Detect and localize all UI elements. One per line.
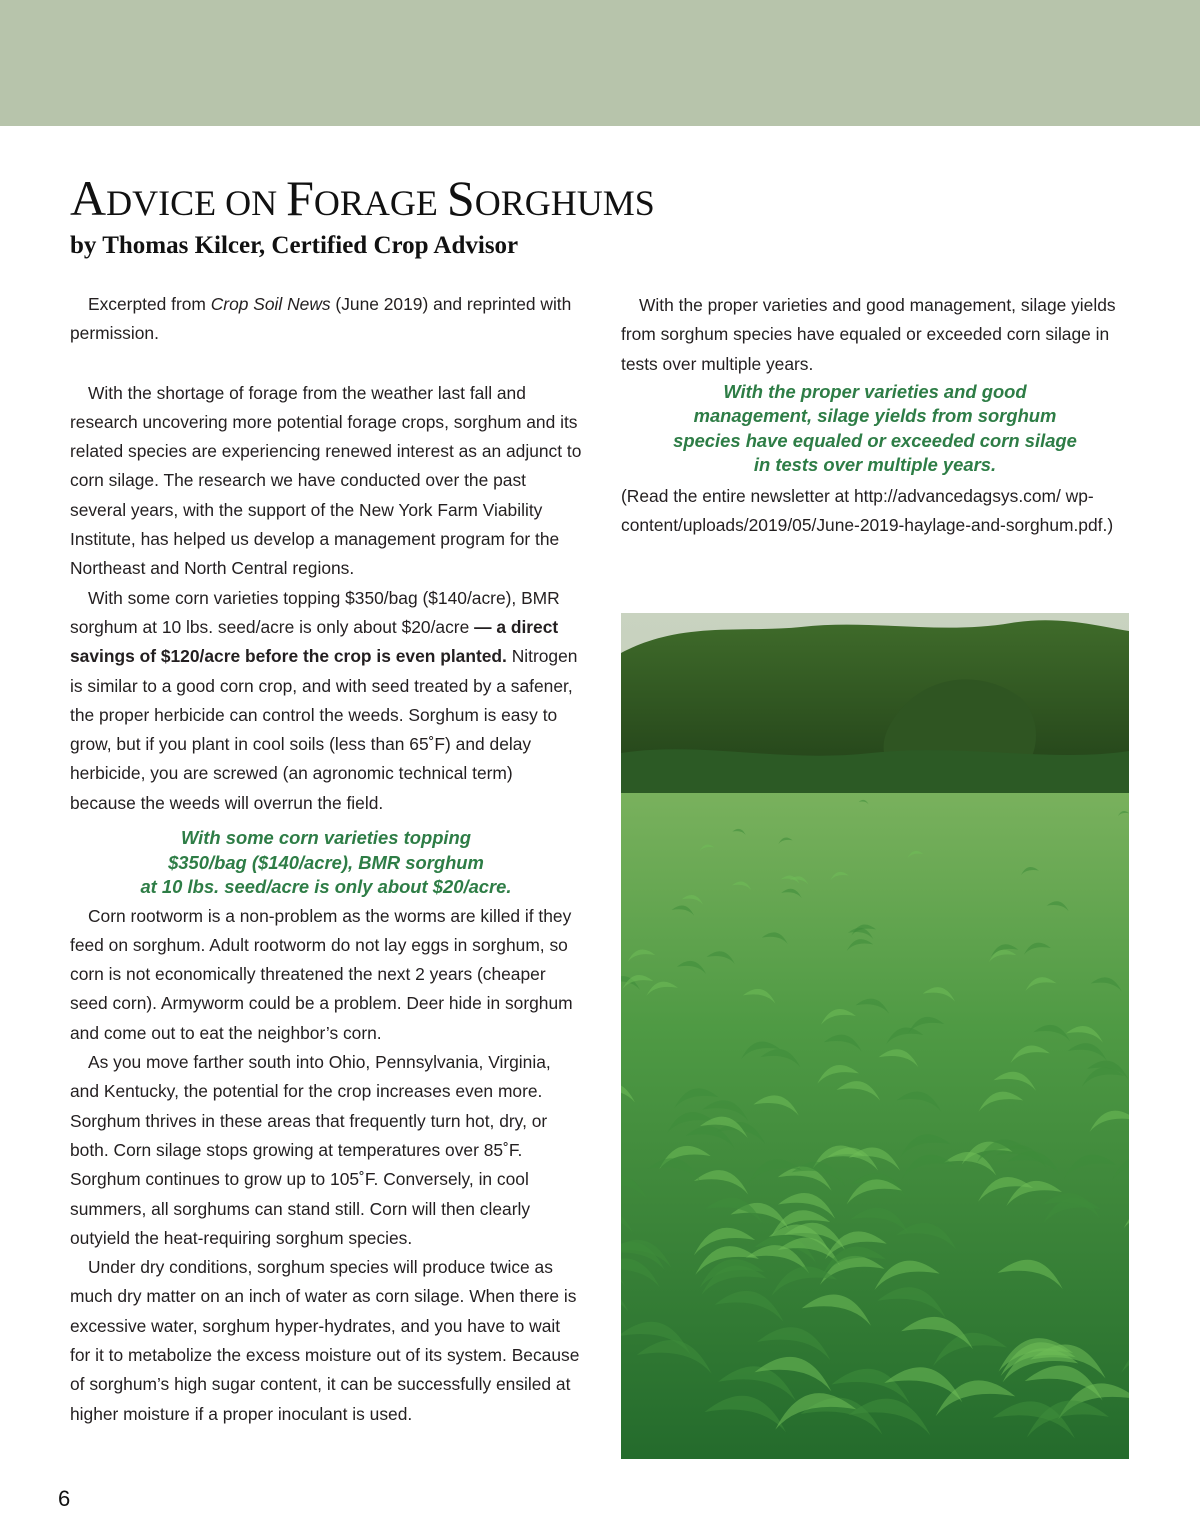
- article-byline: by Thomas Kilcer, Certified Crop Advisor: [70, 232, 519, 259]
- pull-quote-left: [70, 818, 582, 902]
- pull-quote-right: [621, 379, 1129, 482]
- header-band: [0, 0, 1200, 126]
- body-paragraph-4: As you move farther south into Ohio, Pennsylvania, Virginia, and Kentucky, the potential for the crop increases even more. Sorghum thrives in these areas that frequently turn hot, dry, or both. Corn silage stops growing at temperatures over 85˚F. Sorghum continues to grow up to 105˚F. Conversely, in cool summers, all sorghums can stand still. Corn will then clearly outyield the heat-requiring sorghum species.: [70, 1052, 551, 1248]
- sorghum-field-photo: [621, 613, 1129, 1459]
- pull-quote-line: $350/bag ($140/acre), BMR sorghum: [168, 851, 484, 873]
- newsletter-source: (Read the entire newsletter at http://advancedagsys.com/ wp-content/uploads/2019/05/June-2019-haylage-and-sorghum.pdf.): [621, 485, 1114, 536]
- savings-highlight: — a direct savings of $120/acre before the crop is even planted.: [70, 616, 559, 667]
- left-column: [70, 290, 582, 1429]
- pull-quote-line: at 10 lbs. seed/acre is only about $20/acre.: [140, 876, 512, 898]
- pull-quote-line: in tests over multiple years.: [753, 454, 997, 476]
- pull-quote-line: management, silage yields from sorghum: [693, 405, 1057, 427]
- pull-quote-line: With some corn varieties topping: [180, 827, 472, 849]
- body-paragraph-2: With some corn varieties topping $350/bag ($140/acre), BMR sorghum at 10 lbs. seed/acre is only about $20/acre — a direct savings of $120/acre before the crop is even planted. Nitrogen is similar to a good corn crop, and with seed treated by a safener, the proper herbicide can control the weeds. Sorghum is easy to grow, but if you plant in cool soils (less than 65˚F) and delay herbicide, you are screwed (an agronomic technical term) because the weeds will overrun the field.: [70, 587, 578, 813]
- body-paragraph-3: Corn rootworm is a non-problem as the worms are killed if they feed on sorghum. Adult rootworm do not lay eggs in sorghum, so corn is not economically threatened the next 2 years (cheaper seed corn). Armyworm could be a problem. Deer hide in sorghum and come out to eat the neighbor’s corn.: [70, 905, 573, 1043]
- body-paragraph-1: With the shortage of forage from the weather last fall and research uncovering more potential forage crops, sorghum and its related species are experiencing renewed interest as an adjunct to corn silage. The research we have conducted over the past several years, with the support of the New York Farm Viability Institute, has helped us develop a management program for the Northeast and North Central regions.: [70, 382, 582, 579]
- body-paragraph-5: Under dry conditions, sorghum species will produce twice as much dry matter on an inch of water as corn silage. When there is excessive water, sorghum hyper-hydrates, and you have to wait for it to metabolize the excess moisture out of its system. Because of sorghum’s high sugar content, it can be successfully ensiled at higher moisture if a proper inoculant is used.: [70, 1257, 580, 1424]
- pull-quote-line: With the proper varieties and good: [723, 380, 1027, 402]
- source-publication: Crop Soil News: [210, 294, 331, 314]
- paragraph-spacer: [70, 349, 582, 379]
- right-paragraph-1: With the proper varieties and good management, silage yields from sorghum species have equaled or exceeded corn silage in tests over multiple years.: [621, 295, 1116, 374]
- pull-quote-line: species have equaled or exceeded corn silage: [673, 429, 1077, 451]
- right-column: [621, 291, 1129, 540]
- article-title: ADVICE ON FORAGE SORGHUMS: [70, 170, 655, 226]
- intro-paragraph: Excerpted from Crop Soil News (June 2019) and reprinted with permission.: [70, 294, 572, 344]
- page-number: 6: [58, 1486, 71, 1511]
